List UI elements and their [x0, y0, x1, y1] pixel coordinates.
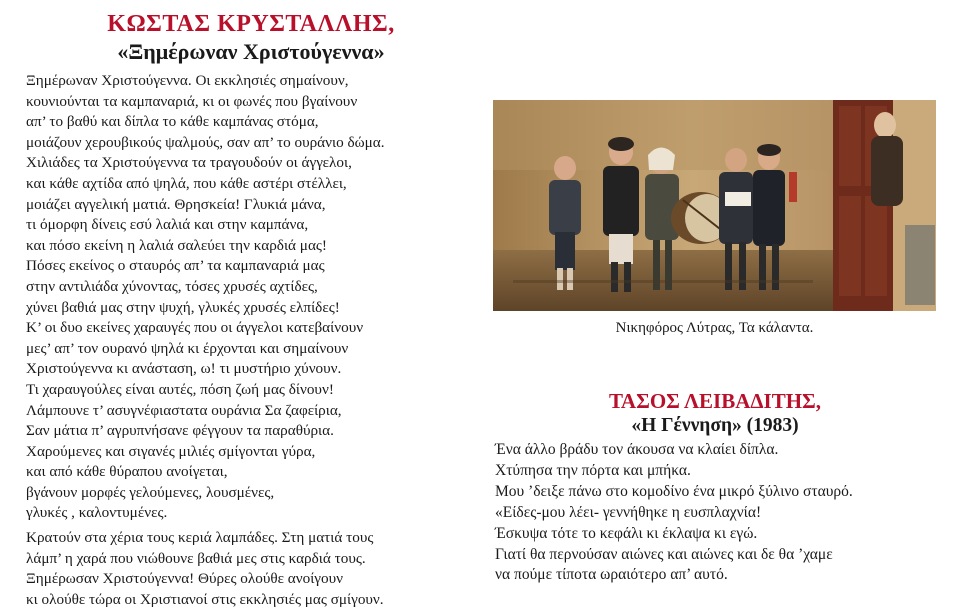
poem-line: Έσκυψα τότε το κεφάλι κι έκλαψα κι εγώ.: [495, 524, 758, 542]
poem1-stanza-1: [26, 71, 476, 524]
poem-line: και κάθε αχτίδα από ψηλά, που κάθε αστέρι στέλλει,: [26, 174, 347, 192]
right-column: [495, 389, 935, 586]
poem-line: Χριστούγεννα κι ανάσταση, ω! τι μυστήριο χύνουν.: [26, 360, 342, 378]
poem-line: Ξημέρωναν Χριστούγεννα. Οι εκκλησιές σημαίνουν,: [26, 72, 349, 89]
poem-line: απ’ το βαθύ και δίπλα το κάθε καμπάνας στόμα,: [26, 113, 319, 131]
poem-line: Χτύπησα την πόρτα και μπήκα.: [495, 461, 691, 479]
poem-line: Πόσες εκείνος ο σταυρός απ’ τα καμπαναριά μας: [26, 257, 325, 275]
poem-line: Ένα άλλο βράδυ τον άκουσα να κλαίει δίπλα.: [495, 441, 779, 458]
poem1-title: «Ξημέρωναν Χριστούγεννα»: [117, 39, 385, 64]
poem-line: γλυκές , καλοντυμένες.: [26, 504, 168, 522]
poem-line: και πόσο εκείνη η λαλιά σαλεύει την καρδιά μας!: [26, 236, 327, 254]
poem-line: κι ολούθε τώρα οι Χριστιανοί στις εκκλησιές μας σμίγουν.: [26, 590, 384, 608]
poem-line: Γιατί θα περνούσαν αιώνες και αιώνες και δε θα ’χαμε: [495, 545, 833, 563]
poem-line: βγάνουν μορφές γελούμενες, λουσμένες,: [26, 483, 275, 501]
poem-line: κουνιούνται τα καμπαναριά, κι οι φωνές που βγαίνουν: [26, 92, 358, 110]
poem-line: Σαν μάτια π’ αγρυπνήσανε φέγγουν τα παραθύρια.: [26, 422, 334, 440]
poem-line: να πούμε τίποτα ωραιότερο απ’ αυτό.: [495, 566, 728, 584]
poem1-stanza-2: [26, 528, 476, 610]
poem-line: Μου ’δειξε πάνω στο κομοδίνο ένα μικρό ξύλινο σταυρό.: [495, 482, 853, 500]
poem-line: Χιλιάδες τα Χριστούγεννα τα τραγουδούν οι άγγελοι,: [26, 154, 352, 172]
poem-line: Τι χαραυγούλες είναι αυτές, πόση ζωή μας δίνουν!: [26, 380, 334, 398]
poem-line: μοιάζουν χερουβικούς ψαλμούς, σαν απ’ το ουράνιο δώμα.: [26, 133, 385, 151]
poem-line: μοιάζει αγγελική ματιά. Θρησκεία! Γλυκιά μάνα,: [26, 195, 326, 213]
poem-line: Χαρούμενες και σιγανές μιλιές σμίγονται γύρα,: [26, 442, 316, 460]
poem1-text: [26, 71, 476, 610]
poem2-text: [495, 440, 935, 586]
poem-line: λάμπ’ η χαρά που νιώθουνε βαθιά μες στις καρδιά τους.: [26, 549, 366, 567]
poem-line: «Είδες-μου λέει- γεννήθηκε η ευσπλαχνία!: [495, 503, 762, 521]
poem-line: Κ’ οι δυο εκείνες χαραυγές που οι άγγελοι κατεβαίνουν: [26, 319, 364, 337]
poem1-author: ΚΩΣΤΑΣ ΚΡΥΣΤΑΛΛΗΣ,: [107, 11, 395, 37]
painting-ta-kalanta: [493, 100, 936, 311]
left-column: [26, 10, 476, 610]
poem-line: μες’ απ’ τον ουρανό ψηλά κι έρχονται και σημαίνουν: [26, 339, 349, 357]
poem-line: Ξημέρωσαν Χριστούγεννα! Θύρες ολούθε ανοίγουν: [26, 570, 343, 588]
poem-line: και από κάθε θύραπου ανοίγεται,: [26, 463, 228, 481]
poem-line: στην αντιλιάδα χύνοντας, τόσες χρυσές αχτίδες,: [26, 277, 318, 295]
painting-caption: Νικηφόρος Λύτρας, Τα κάλαντα.: [615, 320, 814, 336]
poem-line: χύνει βαθιά μας στην ψυχή, γλυκές χρυσές ελπίδες!: [26, 298, 340, 316]
poem-line: τι όμορφη δίνεις εσύ λαλιά και στην καμπάνα,: [26, 216, 309, 234]
poem-line: Λάμπουνε τ’ ασυγνέφιαστατα ουράνια Σα ζαφείρια,: [26, 401, 342, 419]
poem2-title: «Η Γέννηση» (1983): [631, 415, 799, 436]
poem2-author: ΤΑΣΟΣ ΛΕΙΒΑΔΙΤΗΣ,: [608, 389, 822, 413]
poem-line: Κρατούν στα χέρια τους κεριά λαμπάδες. Στη ματιά τους: [26, 529, 374, 547]
